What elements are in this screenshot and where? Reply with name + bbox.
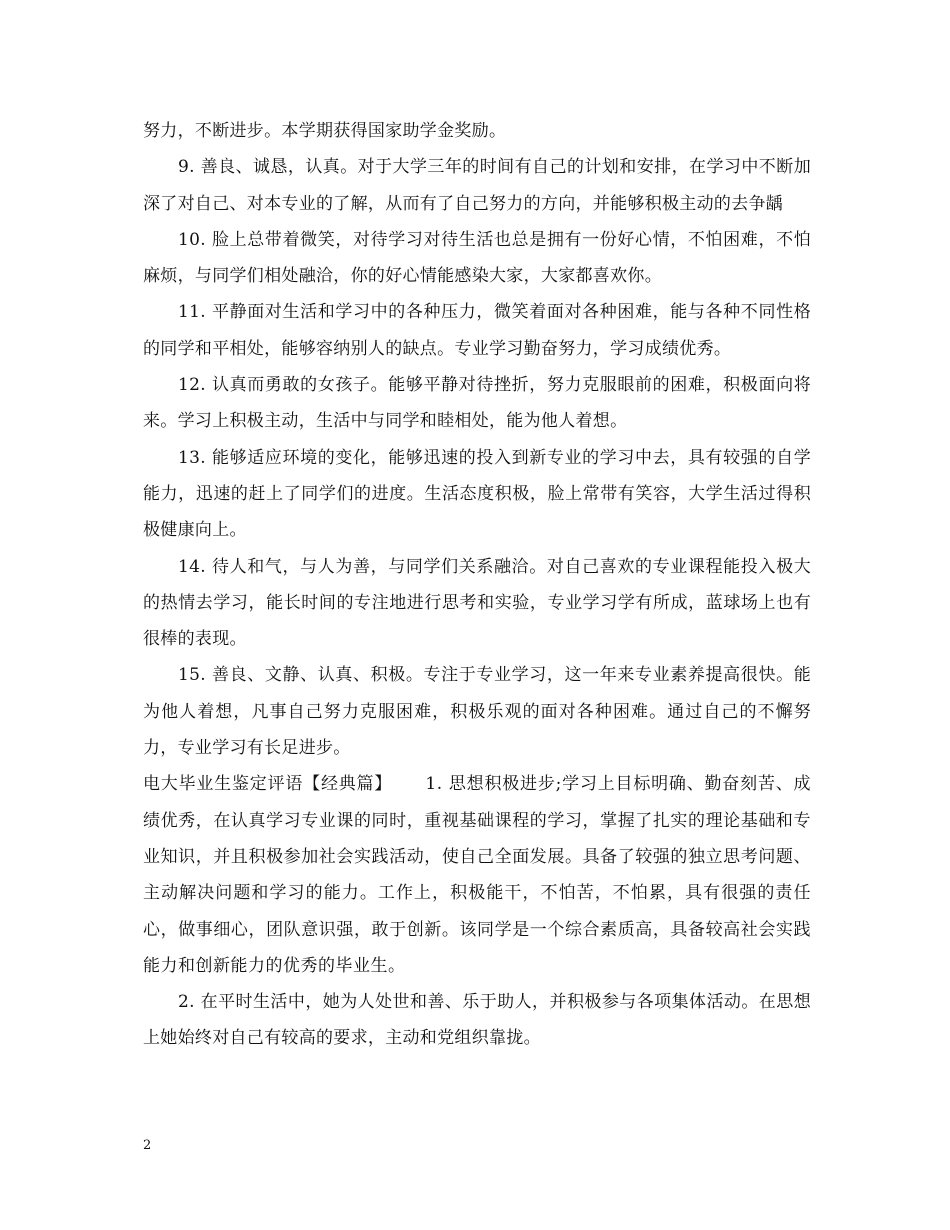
paragraph: 2. 在平时生活中，她为人处世和善、乐于助人，并积极参与各项集体活动。在思想上她始终对自己有较高的要求，主动和党组织靠拢。 bbox=[143, 992, 811, 1049]
paragraph: 13. 能够适应环境的变化，能够迅速的投入到新专业的学习中去，具有较强的自学能力，迅速的赶上了同学们的进度。生活态度积极，脸上常带有笑容，大学生活过得积极健康向上。 bbox=[143, 447, 811, 541]
section-paragraph: 电大毕业生鉴定评语【经典篇】 1. 思想积极进步;学习上目标明确、勤奋刻苦、成绩优秀，在认真学习专业课的同时，重视基础课程的学习，掌握了扎实的理论基础和专业知识，并且积极参加社会实践活动，使自己全面发展。具备了较强的独立思考问题、主动解决问题和学习的能力。工作上，积极能干，不怕苦，不怕累，具有很强的责任心，做事细心，团队意识强，敢于创新。该同学是一个综合素质高，具备较高社会实践能力和创新能力的优秀的毕业生。 bbox=[143, 774, 811, 976]
paragraph: 14. 待人和气，与人为善，与同学们关系融洽。对自己喜欢的专业课程能投入极大的热情去学习，能长时间的专注地进行思考和实验，专业学习学有所成，蓝球场上也有很棒的表现。 bbox=[143, 556, 811, 650]
paragraph: 11. 平静面对生活和学习中的各种压力，微笑着面对各种困难，能与各种不同性格的同学和平相处，能够容纳别人的缺点。专业学习勤奋努力，学习成绩优秀。 bbox=[143, 302, 811, 359]
paragraph: 15. 善良、文静、认真、积极。专注于专业学习，这一年来专业素养提高很快。能为他人着想，凡事自己努力克服困难，积极乐观的面对各种困难。通过自己的不懈努力，专业学习有长足进步。 bbox=[143, 665, 811, 759]
paragraph: 10. 脸上总带着微笑，对待学习对待生活也总是拥有一份好心情，不怕困难，不怕麻烦，与同学们相处融洽，你的好心情能感染大家，大家都喜欢你。 bbox=[143, 229, 811, 287]
paragraph: 努力，不断进步。本学期获得国家助学金奖励。 bbox=[143, 121, 507, 141]
document-body bbox=[143, 113, 811, 1057]
paragraph: 9. 善良、诚恳，认真。对于大学三年的时间有自己的计划和安排，在学习中不断加深了对自己、对本专业的了解，从而有了自己努力的方向，并能够积极主动的去争龋 bbox=[143, 157, 811, 214]
page-number: 2 bbox=[143, 1138, 152, 1153]
paragraph: 12. 认真而勇敢的女孩子。能够平静对待挫折，努力克服眼前的困难，积极面向将来。学习上积极主动，生活中与同学和睦相处，能为他人着想。 bbox=[143, 375, 811, 432]
